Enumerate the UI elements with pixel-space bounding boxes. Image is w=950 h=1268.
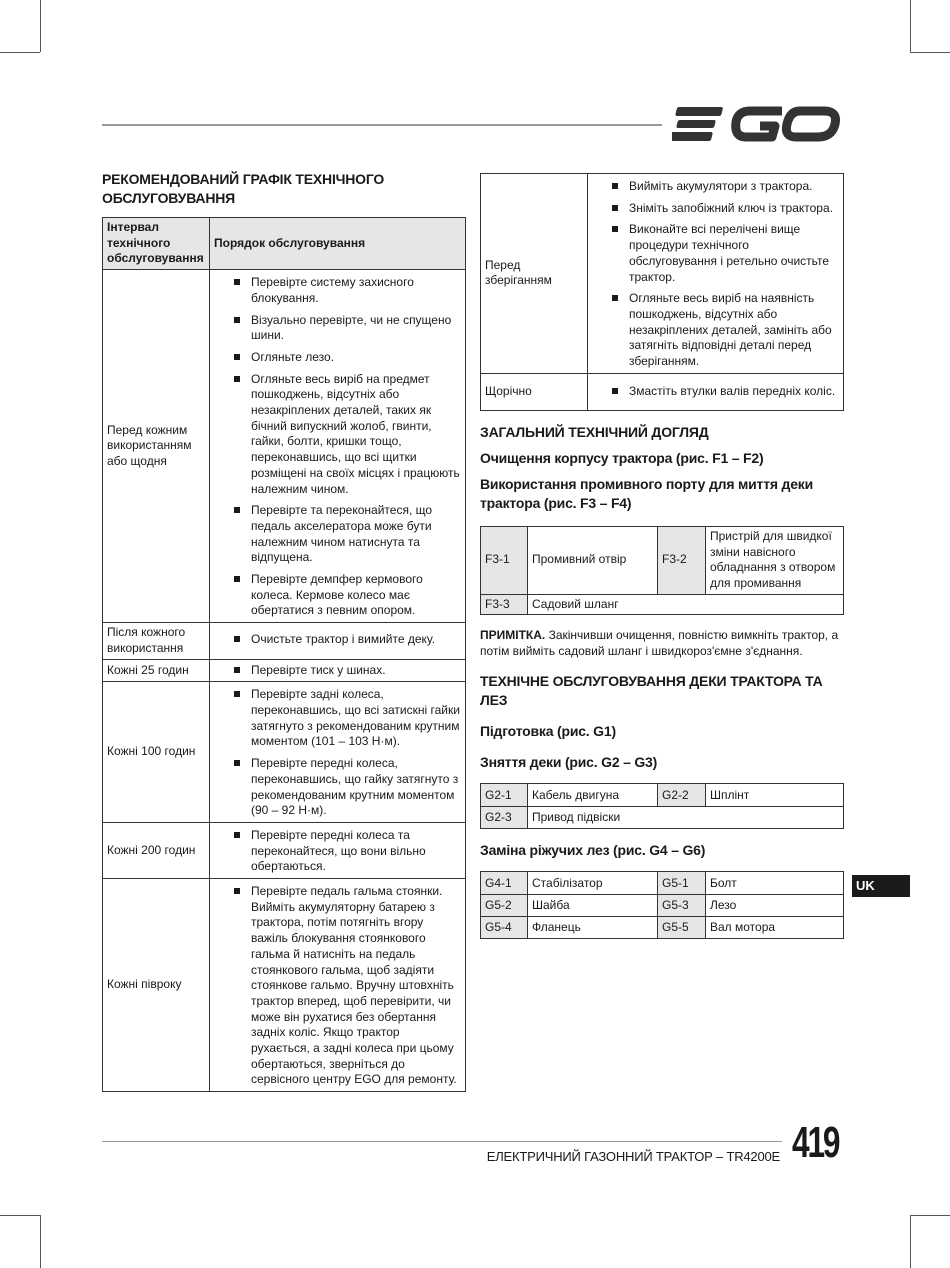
- table-row: [103, 822, 466, 878]
- interval-cell: Кожні півроку: [103, 879, 210, 1092]
- part-code: G2-1: [481, 784, 528, 807]
- table-row: [481, 872, 844, 895]
- procedure-cell: [588, 174, 844, 374]
- footer-rule: [102, 1141, 782, 1142]
- part-label: Промивний отвір: [528, 526, 658, 594]
- procedure-cell: [210, 682, 466, 823]
- crop-mark: [0, 52, 40, 53]
- task-item: Перевірте передні колеса, переконавшись, що гайку затягнуто з рекомендованим крутним моментом (90 – 92 Н·м).: [234, 756, 461, 819]
- note-label: ПРИМІТКА.: [480, 628, 546, 643]
- task-item: Перевірте педаль гальма стоянки. Вийміть акумуляторну батарею з трактора, потім потягніть вгору важіль блокування стоянкового гальма й натисніть на педаль стоянкового гальма, щоб задіяти стоянкове гальмо. Вручну штовхніть трактор вперед, щоб перевірити, чи може він рухатися без обертання задніх коліс. Якщо трактор рухається, а задні колеса при цьому обертаються, зверніться до сервісного центру EGO для ремонту.: [234, 884, 461, 1088]
- preparation-heading: Підготовка (рис. G1): [480, 723, 616, 740]
- deck-maintenance-title: ТЕХНІЧНЕ ОБСЛУГОВУВАННЯ ДЕКИ ТРАКТОРА ТА ЛЕЗ: [480, 673, 823, 709]
- part-label: Шайба: [528, 895, 658, 917]
- task-item: Перевірте та переконайтеся, що педаль акселератора може бути належним чином натиснута та відпущена.: [234, 503, 461, 566]
- task-item: Очистьте трактор і вимийте деку.: [234, 632, 461, 648]
- procedure-cell: [210, 659, 466, 682]
- table-row: [103, 659, 466, 682]
- crop-mark: [0, 1215, 40, 1216]
- deck-removal-heading: Зняття деки (рис. G2 – G3): [480, 754, 658, 771]
- part-label: Шплінт: [706, 784, 844, 807]
- part-code: G5-5: [658, 917, 706, 939]
- maintenance-schedule-table: [102, 217, 466, 1092]
- interval-cell: Кожні 25 годин: [103, 659, 210, 682]
- crop-mark: [40, 0, 41, 52]
- table-row: [103, 270, 466, 623]
- procedure-column-header: Порядок обслуговування: [210, 218, 466, 270]
- interval-cell: Кожні 100 годин: [103, 682, 210, 823]
- procedure-cell: [210, 822, 466, 878]
- crop-mark: [40, 1215, 41, 1268]
- part-code: F3-2: [658, 526, 706, 594]
- part-label: Пристрій для швидкої зміни навісного обладнання з отвором для промивання: [706, 526, 844, 594]
- task-item: Огляньте весь виріб на предмет пошкоджень, відсутніх або незакріплених деталей, таких як бічний випускний жолоб, гвинти, гайки, болти, кришки тощо, переконавшись, що всі щитки розміщені на своїх місцях і працюють належним чином.: [234, 372, 461, 498]
- interval-cell: Перед кожним використанням або щодня: [103, 270, 210, 623]
- ego-logo: [672, 104, 844, 144]
- task-item: Перевірте задні колеса, переконавшись, що всі затискні гайки затягнуто з рекомендованим крутним моментом (101 – 103 Н·м).: [234, 687, 461, 750]
- table-row: [103, 623, 466, 659]
- part-code: G5-1: [658, 872, 706, 895]
- part-label: Привод підвіски: [528, 807, 844, 829]
- table-row: [481, 807, 844, 829]
- task-item: Огляньте лезо.: [234, 350, 461, 366]
- part-label: Стабілізатор: [528, 872, 658, 895]
- table-row: [481, 526, 844, 594]
- procedure-cell: [588, 373, 844, 410]
- language-tab: UK: [852, 875, 910, 897]
- task-item: Перевірте демпфер кермового колеса. Кермове колесо має обертатися з певним опором.: [234, 572, 461, 619]
- general-care-title: ЗАГАЛЬНИЙ ТЕХНІЧНИЙ ДОГЛЯД: [480, 423, 709, 440]
- part-label: Болт: [706, 872, 844, 895]
- table-row: [103, 879, 466, 1092]
- task-item: Перевірте передні колеса та переконайтеся, що вони вільно обертаються.: [234, 828, 461, 875]
- cleaning-note: [480, 627, 844, 659]
- part-code: F3-1: [481, 526, 528, 594]
- g4-parts-table: [480, 871, 844, 939]
- crop-mark: [910, 1215, 950, 1216]
- part-code: G5-3: [658, 895, 706, 917]
- table-row: [481, 784, 844, 807]
- table-header-row: [103, 218, 466, 270]
- f3-parts-table: [480, 526, 844, 616]
- header-rule: [102, 124, 662, 126]
- task-item: Зніміть запобіжний ключ із трактора.: [612, 201, 839, 217]
- part-code: G2-3: [481, 807, 528, 829]
- procedure-cell: [210, 623, 466, 659]
- note-text: Закінчивши очищення, повністю вимкніть трактор, а потім вийміть садовий шланг і швидкороз'ємне з'єднання.: [480, 628, 839, 659]
- task-item: Перевірте тиск у шинах.: [234, 663, 461, 679]
- part-code: G4-1: [481, 872, 528, 895]
- interval-cell: Щорічно: [481, 373, 588, 410]
- task-item: Змастіть втулки валів передніх коліс.: [612, 384, 839, 400]
- procedure-cell: [210, 270, 466, 623]
- maintenance-schedule-table-continued: [480, 173, 844, 411]
- task-item: Перевірте систему захисного блокування.: [234, 275, 461, 306]
- task-item: Візуально перевірте, чи не спущено шини.: [234, 313, 461, 344]
- blade-replacement-heading: Заміна ріжучих лез (рис. G4 – G6): [480, 842, 706, 859]
- part-code: G5-4: [481, 917, 528, 939]
- table-row: [481, 373, 844, 410]
- page-number: 419: [792, 1118, 839, 1167]
- crop-mark: [910, 1215, 911, 1268]
- part-label: Фланець: [528, 917, 658, 939]
- table-row: [481, 895, 844, 917]
- part-label: Кабель двигуна: [528, 784, 658, 807]
- table-row: [481, 594, 844, 615]
- interval-cell: Перед зберіганням: [481, 174, 588, 374]
- maintenance-schedule-title: РЕКОМЕНДОВАНИЙ ГРАФІК ТЕХНІЧНОГО ОБСЛУГОВУВАННЯ: [102, 171, 385, 206]
- g2-parts-table: [480, 783, 844, 829]
- table-row: [103, 682, 466, 823]
- footer-title: ЕЛЕКТРИЧНИЙ ГАЗОННИЙ ТРАКТОР – TR4200E: [486, 1149, 780, 1164]
- table-row: [481, 917, 844, 939]
- task-item: Вийміть акумулятори з трактора.: [612, 179, 839, 195]
- part-label: Вал мотора: [706, 917, 844, 939]
- left-column: [102, 170, 466, 1092]
- interval-column-header: Інтервал технічного обслуговування: [103, 218, 210, 270]
- part-label: Лезо: [706, 895, 844, 917]
- washport-heading: Використання промивного порту для миття деки трактора (рис. F3 – F4): [480, 475, 814, 511]
- crop-mark: [910, 0, 911, 52]
- task-item: Огляньте весь виріб на наявність пошкоджень, відсутніх або незакріплених деталей, замініть або затягніть відповідні деталі перед зберіганням.: [612, 291, 839, 370]
- right-column: [480, 173, 844, 939]
- table-row: [481, 174, 844, 374]
- part-code: F3-3: [481, 594, 528, 615]
- interval-cell: Кожні 200 годин: [103, 822, 210, 878]
- interval-cell: Після кожного використання: [103, 623, 210, 659]
- cleaning-heading: Очищення корпусу трактора (рис. F1 – F2): [480, 449, 764, 466]
- crop-mark: [910, 52, 950, 53]
- task-item: Виконайте всі перелічені вище процедури технічного обслуговування і ретельно очистьте трактор.: [612, 222, 839, 285]
- procedure-cell: [210, 879, 466, 1092]
- part-code: G2-2: [658, 784, 706, 807]
- part-code: G5-2: [481, 895, 528, 917]
- part-label: Садовий шланг: [528, 594, 844, 615]
